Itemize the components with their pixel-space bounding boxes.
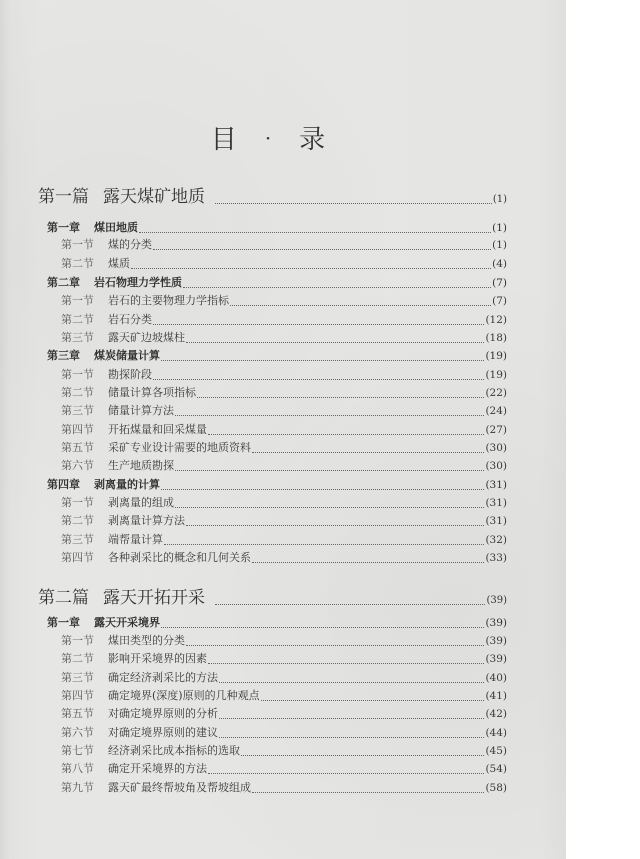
toc-section-entry[interactable] — [61, 293, 507, 309]
toc-entry-page-number: (1) — [492, 239, 507, 251]
toc-entry-number: 第一节 — [61, 496, 94, 509]
toc-section-entry[interactable] — [61, 651, 507, 667]
toc-section-entry[interactable] — [61, 550, 507, 566]
dot-leader — [131, 268, 491, 269]
dot-leader — [161, 627, 484, 628]
toc-entry-number: 第三节 — [61, 331, 94, 344]
dot-leader — [197, 397, 484, 398]
dot-leader — [241, 755, 484, 756]
toc-entry-page-number: (31) — [485, 479, 507, 491]
toc-entry-title: 岩石物理力学性质 — [94, 276, 182, 289]
toc-entry-page-number: (12) — [485, 314, 507, 326]
toc-entry-title: 对确定境界原则的建议 — [108, 726, 218, 739]
toc-entry-title: 煤质 — [108, 257, 130, 270]
toc-entry-number: 第二篇 — [38, 588, 89, 608]
toc-entry-title: 影响开采境界的因素 — [108, 652, 207, 665]
toc-entry-number: 第六节 — [61, 459, 94, 472]
toc-part-entry[interactable] — [38, 186, 507, 208]
toc-entry-number: 第二节 — [61, 313, 94, 326]
toc-entry-page-number: (18) — [485, 332, 507, 344]
dot-leader — [164, 544, 484, 545]
toc-entry-title: 端帮量计算 — [108, 533, 163, 546]
toc-section-entry[interactable] — [61, 706, 507, 722]
dot-leader — [215, 203, 492, 204]
dot-leader — [175, 415, 484, 416]
title-char-right: 录 — [299, 125, 326, 155]
toc-entry-number: 第三节 — [61, 533, 94, 546]
title-dot: · — [264, 126, 272, 150]
toc-entry-page-number: (4) — [492, 258, 507, 270]
toc-entry-number: 第一节 — [61, 238, 94, 251]
toc-section-entry[interactable] — [61, 513, 507, 529]
toc-entry-number: 第四节 — [61, 551, 94, 564]
toc-entry-title: 露天开拓开采 — [103, 588, 205, 608]
dot-leader — [186, 525, 484, 526]
toc-entry-page-number: (40) — [485, 672, 507, 684]
toc-entry-page-number: (27) — [485, 424, 507, 436]
toc-entry-page-number: (24) — [485, 405, 507, 417]
toc-section-entry[interactable] — [61, 670, 507, 686]
toc-entry-page-number: (33) — [485, 552, 507, 564]
toc-entry-page-number: (45) — [485, 745, 507, 757]
toc-entry-number: 第二节 — [61, 386, 94, 399]
toc-section-entry[interactable] — [61, 458, 507, 474]
toc-entry-page-number: (44) — [485, 727, 507, 739]
dot-leader — [175, 470, 484, 471]
toc-entry-number: 第五节 — [61, 707, 94, 720]
toc-entry-page-number: (19) — [485, 350, 507, 362]
toc-entry-page-number: (7) — [492, 295, 507, 307]
dot-leader — [208, 663, 484, 664]
toc-entry-page-number: (39) — [485, 617, 507, 629]
toc-entry-number: 第二节 — [61, 652, 94, 665]
dot-leader — [153, 249, 491, 250]
toc-entry-title: 剥离量计算方法 — [108, 514, 185, 527]
dot-leader — [208, 773, 484, 774]
toc-entry-number: 第七节 — [61, 744, 94, 757]
toc-entry-title: 煤田类型的分类 — [108, 634, 185, 647]
toc-entry-title: 煤田地质 — [94, 221, 138, 234]
toc-entry-title: 剥离量的计算 — [94, 478, 160, 491]
toc-entry-title: 露天矿边坡煤柱 — [108, 331, 185, 344]
dot-leader — [230, 305, 491, 306]
dot-leader — [153, 379, 484, 380]
toc-entry-page-number: (54) — [485, 763, 507, 775]
toc-part-entry[interactable] — [38, 587, 507, 609]
dot-leader — [219, 737, 484, 738]
toc-entry-page-number: (58) — [485, 782, 507, 794]
toc-entry-page-number: (42) — [485, 708, 507, 720]
toc-entry-page-number: (1) — [492, 222, 507, 234]
toc-entry-page-number: (32) — [485, 534, 507, 546]
toc-entry-number: 第二节 — [61, 514, 94, 527]
dot-leader — [139, 232, 491, 233]
toc-section-entry[interactable] — [61, 330, 507, 346]
toc-entry-title: 煤炭储量计算 — [94, 349, 160, 362]
toc-entry-page-number: (39) — [486, 595, 507, 606]
toc-entry-title: 确定境界(深度)原则的几种观点 — [108, 689, 260, 702]
dot-leader — [186, 342, 484, 343]
toc-chapter-entry[interactable] — [47, 348, 507, 364]
toc-entry-number: 第二章 — [47, 276, 80, 289]
toc-entry-number: 第一节 — [61, 634, 94, 647]
toc-entry-page-number: (31) — [485, 515, 507, 527]
toc-section-entry[interactable] — [61, 312, 507, 328]
toc-section-entry[interactable] — [61, 237, 507, 253]
toc-entry-title: 储量计算方法 — [108, 404, 174, 417]
toc-entry-number: 第一节 — [61, 368, 94, 381]
toc-entry-title: 开拓煤量和回采煤量 — [108, 423, 207, 436]
toc-entry-title: 勘探阶段 — [108, 368, 152, 381]
toc-entry-title: 剥离量的组成 — [108, 496, 174, 509]
toc-entry-page-number: (7) — [492, 277, 507, 289]
dot-leader — [252, 792, 484, 793]
toc-entry-page-number: (19) — [485, 369, 507, 381]
title-char-left: 目 — [210, 125, 237, 155]
toc-entry-title: 确定开采境界的方法 — [108, 762, 207, 775]
toc-section-entry[interactable] — [61, 403, 507, 419]
toc-entry-title: 煤的分类 — [108, 238, 152, 251]
toc-chapter-entry[interactable] — [47, 220, 507, 236]
toc-entry-page-number: (41) — [485, 690, 507, 702]
toc-section-entry[interactable] — [61, 422, 507, 438]
toc-chapter-entry[interactable] — [47, 477, 507, 493]
toc-entry-number: 第四节 — [61, 423, 94, 436]
toc-entry-title: 采矿专业设计需要的地质资料 — [108, 441, 251, 454]
toc-entry-number: 第三章 — [47, 349, 80, 362]
dot-leader — [175, 507, 484, 508]
toc-entry-number: 第五节 — [61, 441, 94, 454]
toc-entry-title: 生产地质勘探 — [108, 459, 174, 472]
toc-section-entry[interactable] — [61, 440, 507, 456]
dot-leader — [208, 434, 484, 435]
dot-leader — [261, 700, 485, 701]
toc-entry-page-number: (30) — [485, 460, 507, 472]
toc-entry-title: 确定经济剥采比的方法 — [108, 671, 218, 684]
toc-entry-number: 第六节 — [61, 726, 94, 739]
toc-section-entry[interactable] — [61, 256, 507, 272]
toc-entry-number: 第九节 — [61, 781, 94, 794]
toc-entry-title: 各种剥采比的概念和几何关系 — [108, 551, 251, 564]
dot-leader — [161, 489, 484, 490]
toc-section-entry[interactable] — [61, 532, 507, 548]
toc-section-entry[interactable] — [61, 761, 507, 777]
dot-leader — [186, 645, 484, 646]
toc-entry-number: 第一节 — [61, 294, 94, 307]
dot-leader — [183, 287, 491, 288]
toc-entry-number: 第三节 — [61, 404, 94, 417]
toc-entry-page-number: (31) — [485, 497, 507, 509]
toc-section-entry[interactable] — [61, 725, 507, 741]
toc-section-entry[interactable] — [61, 495, 507, 511]
toc-entry-page-number: (22) — [485, 387, 507, 399]
toc-entry-page-number: (1) — [492, 194, 507, 205]
toc-entry-number: 第二节 — [61, 257, 94, 270]
toc-entry-title: 对确定境界原则的分析 — [108, 707, 218, 720]
toc-section-entry[interactable] — [61, 743, 507, 759]
toc-entry-title: 经济剥采比成本指标的选取 — [108, 744, 240, 757]
toc-section-entry[interactable] — [61, 688, 507, 704]
toc-entry-title: 露天矿最终帮坡角及帮坡组成 — [108, 781, 251, 794]
toc-section-entry[interactable] — [61, 780, 507, 796]
toc-section-entry[interactable] — [61, 367, 507, 383]
toc-entry-number: 第一章 — [47, 616, 80, 629]
toc-entry-title: 岩石的主要物理力学指标 — [108, 294, 229, 307]
page-title — [0, 122, 566, 154]
dot-leader — [252, 452, 484, 453]
dot-leader — [153, 324, 484, 325]
toc-entry-page-number: (39) — [485, 653, 507, 665]
toc-entry-title: 岩石分类 — [108, 313, 152, 326]
toc-entry-title: 露天煤矿地质 — [103, 187, 205, 207]
toc-entry-number: 第八节 — [61, 762, 94, 775]
dot-leader — [219, 682, 484, 683]
toc-entry-number: 第一章 — [47, 221, 80, 234]
toc-entry-page-number: (39) — [485, 635, 507, 647]
toc-entry-number: 第四章 — [47, 478, 80, 491]
dot-leader — [161, 360, 484, 361]
toc-entry-number: 第四节 — [61, 689, 94, 702]
toc-entry-title: 露天开采境界 — [94, 616, 160, 629]
toc-chapter-entry[interactable] — [47, 275, 507, 291]
dot-leader — [219, 718, 484, 719]
toc-entry-page-number: (30) — [485, 442, 507, 454]
toc-entry-number: 第一篇 — [38, 187, 89, 207]
dot-leader — [252, 562, 484, 563]
toc-entry-number: 第三节 — [61, 671, 94, 684]
toc-entry-title: 储量计算各项指标 — [108, 386, 196, 399]
toc-section-entry[interactable] — [61, 633, 507, 649]
dot-leader — [215, 604, 485, 605]
toc-chapter-entry[interactable] — [47, 615, 507, 631]
toc-section-entry[interactable] — [61, 385, 507, 401]
